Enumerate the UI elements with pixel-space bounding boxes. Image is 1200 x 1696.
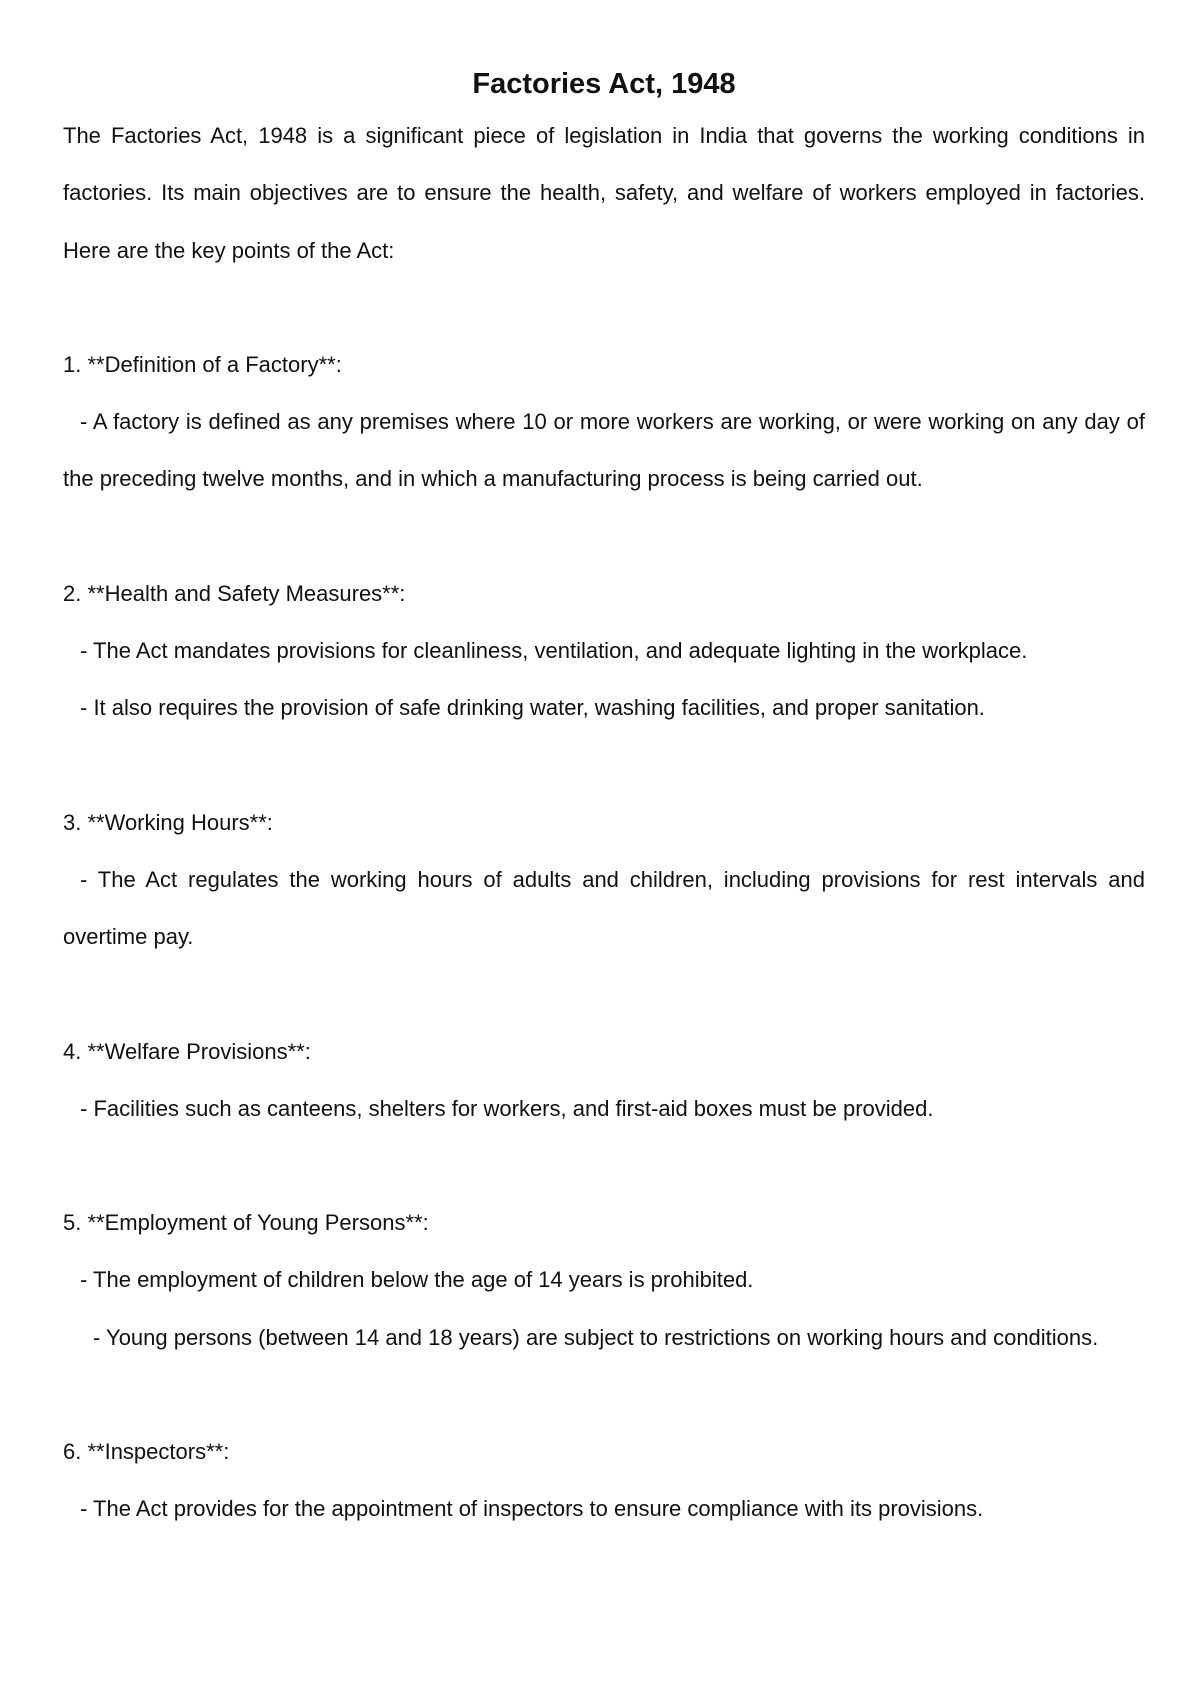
section-bullet: - The Act regulates the working hours of adults and children, including provisions for rest intervals and overtime pay. [63,866,1145,950]
section-bullet: - Young persons (between 14 and 18 years) are subject to restrictions on working hours and conditions. [93,1324,1099,1350]
section-heading: 5. **Employment of Young Persons**: [63,1210,429,1236]
intro-paragraph: The Factories Act, 1948 is a significant piece of legislation in India that governs the working conditions in factories. Its main objectives are to ensure the health, safety, and welfare of workers employed in factories. Here are the key points of the Act: [63,123,1145,263]
section-welfare [63,1023,1145,1138]
section-bullet: - The Act provides for the appointment of inspectors to ensure compliance with its provisions. [80,1496,984,1522]
section-heading: 6. **Inspectors**: [63,1439,230,1465]
section-inspectors [63,1423,1145,1538]
section-heading: 2. **Health and Safety Measures**: [63,580,406,606]
section-heading: 3. **Working Hours**: [63,809,273,835]
section-bullet: - It also requires the provision of safe drinking water, washing facilities, and proper sanitation. [80,695,985,721]
section-heading: 4. **Welfare Provisions**: [63,1038,311,1064]
section-bullet: - The Act mandates provisions for cleanliness, ventilation, and adequate lighting in the workplace. [80,638,1028,664]
document-page [63,62,1145,1538]
section-young-persons [63,1194,1145,1366]
section-bullet: - The employment of children below the age of 14 years is prohibited. [80,1267,754,1293]
section-heading: 1. **Definition of a Factory**: [63,351,342,377]
section-definition [63,336,1145,508]
section-bullet: - A factory is defined as any premises where 10 or more workers are working, or were working on any day of the preceding twelve months, and in which a manufacturing process is being carried out. [63,409,1145,492]
section-health-safety [63,565,1145,737]
section-bullet: - Facilities such as canteens, shelters for workers, and first-aid boxes must be provided. [80,1095,934,1121]
document-title: Factories Act, 1948 [472,68,736,100]
section-working-hours [63,794,1145,966]
